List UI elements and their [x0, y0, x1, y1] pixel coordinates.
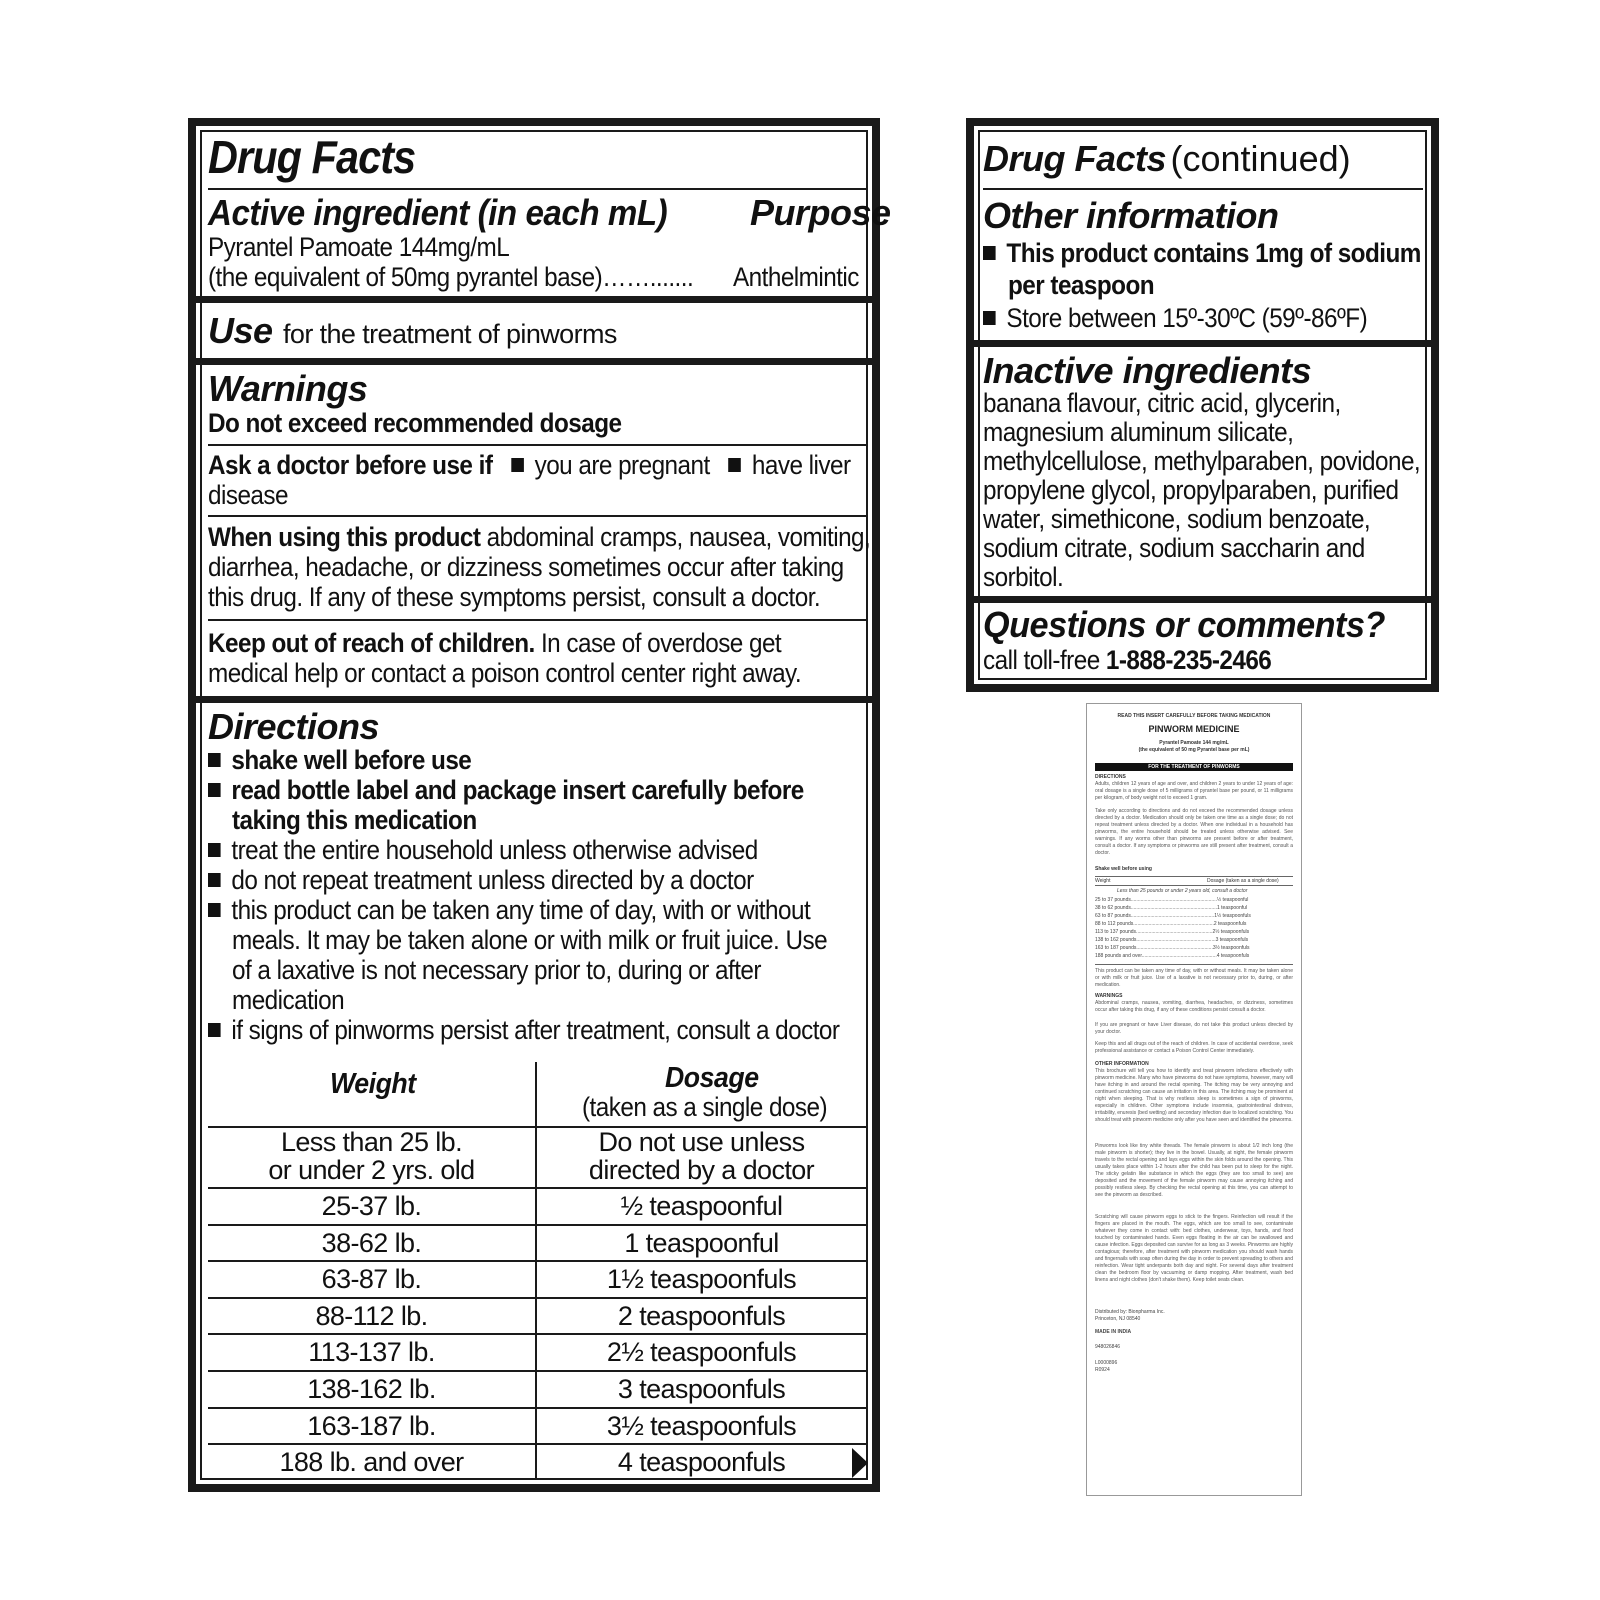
insert-banner: FOR THE TREATMENT OF PINWORMS [1095, 763, 1293, 771]
insert-dosage-row: 113 to 137 pounds.......................................................2½ teaspoonfuls [1095, 929, 1250, 935]
ask-item-liver: have liver [751, 450, 851, 480]
direction-item-5: this product can be taken any time of day, with or without [208, 895, 810, 926]
bullet-square-icon [208, 843, 221, 857]
table-rule [208, 1297, 866, 1299]
insert-directions-heading: DIRECTIONS [1095, 774, 1126, 780]
table-header-dosage-sub: (taken as a single dose) [582, 1092, 828, 1122]
insert-paragraph: Take only according to directions and do not exceed the recommended dosage unless directed by a doctor. Medication should only be taken one time as a single dose; do not repeat treatment unless directed by a doctor. When one individual in a household has pinworms, the entire household should be treated unless otherwise advised. See warnings. If any worms other than pinworms are present before or after treatment, consult a doctor. If any symptoms or pinworms are still present after treatment, consult a doctor. [1095, 808, 1293, 856]
bullet-square-icon [511, 458, 524, 472]
direction-item-5-cont1: meals. It may be taken alone or with milk or fruit juice. Use [232, 925, 828, 955]
use-text: for the treatment of pinworms [283, 319, 617, 349]
insert-dosage-row: 25 to 37 pounds..............................................................½ teaspoonful [1095, 897, 1249, 903]
table-row-dosage: 3 teaspoonfuls [617, 1374, 786, 1404]
table-row-dosage: 3½ teaspoonfuls [606, 1410, 797, 1441]
inactive-ingredients-line: water, simethicone, sodium benzoate, [983, 504, 1371, 534]
directions-heading: Directions [208, 706, 380, 747]
insert-other-heading: OTHER INFORMATION [1095, 1061, 1149, 1067]
insert-paragraph: This product can be taken any time of day, with or without meals. It may be taken alone or with milk or fruit juice. Use of a laxative is not necessary prior to, during, or after medication. [1095, 968, 1293, 988]
table-row-weight: 138-162 lb. [307, 1374, 436, 1404]
table-row-weight: 25-37 lb. [321, 1191, 422, 1221]
direction-item-6: if signs of pinworms persist after treatment, consult a doctor [208, 1015, 839, 1046]
questions-heading: Questions or comments? [983, 604, 1385, 645]
insert-subtitle-1: Pyrantel Pamoate 144 mg/mL [1159, 740, 1229, 746]
bullet-square-icon [729, 458, 742, 472]
inactive-ingredients-line: sodium citrate, sodium saccharin and [983, 533, 1365, 563]
other-info-item-2: Store between 15º-30ºC (59º-86ºF) [983, 303, 1367, 334]
insert-col-weight: Weight [1095, 878, 1111, 884]
other-info-item-1: This product contains 1mg of sodium [983, 238, 1421, 269]
table-row-weight: 113-137 lb. [308, 1337, 435, 1368]
table-rule [208, 1370, 866, 1372]
insert-dosage-row: 138 to 162 pounds.........................................................3 teaspoonfuls [1095, 937, 1249, 943]
inactive-ingredients-line: methylcellulose, methylparaben, povidone, [983, 446, 1421, 476]
insert-top-line: READ THIS INSERT CAREFULLY BEFORE TAKING MEDICATION [1117, 713, 1271, 719]
divider [208, 188, 866, 190]
insert-paragraph: Keep this and all drugs out of the reach of children. In case of accidental overdose, seek professional assistance or contact a Poison Control Center immediately. [1095, 1041, 1293, 1054]
direction-item-5-cont2: of a laxative is not necessary prior to, during or after [232, 955, 761, 985]
insert-col-dosage: Dosage (taken as a single dose) [1207, 878, 1279, 884]
insert-subtitle-2: (the equivalent of 50 mg Pyrantel base per mL) [1138, 747, 1250, 753]
insert-rule [1095, 885, 1293, 886]
table-rule [208, 1407, 866, 1409]
table-rule [208, 1443, 866, 1445]
when-using-text: abdominal cramps, nausea, vomiting, [486, 522, 871, 552]
insert-code: R0924 [1095, 1367, 1110, 1373]
purpose-value: Anthelmintic [733, 262, 859, 292]
insert-warnings-heading: WARNINGS [1095, 993, 1123, 999]
questions-prefix: call toll-free [983, 645, 1100, 675]
direction-item-1: shake well before use [208, 745, 471, 776]
table-row-dosage: ½ teaspoonful [620, 1191, 783, 1221]
direction-item-2-cont: taking this medication [232, 805, 477, 835]
insert-title: PINWORM MEDICINE [1148, 724, 1240, 734]
direction-item-2: read bottle label and package insert carefully before [208, 775, 804, 806]
insert-paragraph: This brochure will tell you how to identify and treat pinworm infections effectively with pinworm medicine. Many who have pinworms do not have symptoms, however, many will have itching in and around the rectal opening. The itching may be very annoying and continued scratching can cause an irritation in this area. The itching may be prominent at night when sleeping. That is why restless sleep is sometimes a sign of pinworms, especially in children. Other symptoms include insomnia, gastrointestinal distress, irritability, enuresis (bed wetting) and secondary infection due to localized scratching. You should treat with pinworm medicine only after you have seen and identified the pinworms. [1095, 1068, 1293, 1123]
insert-dosage-row: 88 to 112 pounds..........................................................2 teaspoonfuls [1095, 921, 1247, 927]
section-divider [196, 696, 872, 703]
package-insert-thumbnail [1086, 703, 1302, 1496]
insert-dosage-row: 63 to 87 pounds............................................................1½ teaspoonfuls [1095, 913, 1251, 919]
section-divider [196, 296, 872, 303]
bullet-square-icon [208, 873, 221, 887]
use-section [208, 310, 617, 352]
insert-paragraph: Abdominal cramps, nausea, vomiting, diarrhea, headaches, or dizziness, sometimes occur after taking this drug, if any of these conditions persist consult a doctor. [1095, 1000, 1293, 1013]
insert-made-in: MADE IN INDIA [1095, 1329, 1132, 1335]
table-rule [208, 1187, 866, 1189]
table-row-dosage: 2 teaspoonfuls [617, 1300, 786, 1331]
table-row-dosage: 1½ teaspoonfuls [606, 1264, 797, 1295]
table-header-weight: Weight [330, 1068, 416, 1100]
insert-rule [1095, 876, 1293, 877]
right-title-suffix: (continued) [1170, 138, 1351, 179]
table-rule [208, 1260, 866, 1262]
insert-code: 948026846 [1095, 1344, 1121, 1350]
bullet-square-icon [983, 246, 996, 260]
keep-out-text: In case of overdose get [540, 628, 782, 658]
ask-doctor-label: Ask a doctor before use if [208, 450, 493, 480]
right-title-main: Drug Facts [983, 138, 1167, 179]
when-using-label: When using this product [208, 522, 481, 552]
divider [208, 444, 866, 446]
other-info-heading: Other information [983, 195, 1279, 236]
inactive-ingredients-line: banana flavour, citric acid, glycerin, [983, 388, 1341, 418]
direction-item-4: do not repeat treatment unless directed by a doctor [208, 865, 754, 896]
insert-code: L0000896 [1095, 1360, 1118, 1366]
table-row-dosage: 4 teaspoonfuls [617, 1447, 786, 1478]
warnings-subheading: Do not exceed recommended dosage [208, 408, 622, 438]
direction-item-5-cont3: medication [232, 985, 345, 1015]
bullet-square-icon [208, 1023, 221, 1037]
insert-distributor: Distributed by: Bionpharma Inc. [1095, 1309, 1165, 1315]
toll-free-phone[interactable]: 1-888-235-2466 [1105, 645, 1272, 675]
keep-out-line2: medical help or contact a poison control center right away. [208, 658, 802, 688]
insert-dosage-row: 163 to 187 pounds.......................................................3½ teaspoonfuls [1095, 945, 1250, 951]
ask-doctor-line2: disease [208, 480, 288, 510]
table-row-first-weight: Less than 25 lb. or under 2 yrs. old [268, 1127, 475, 1185]
insert-distributor-city: Princeton, NJ 08540 [1095, 1316, 1141, 1322]
table-row-dosage: 2½ teaspoonfuls [606, 1337, 797, 1368]
when-using-line1 [208, 522, 870, 553]
right-title [983, 138, 1351, 180]
table-rule [208, 1333, 866, 1335]
inactive-ingredients-line: sorbitol. [983, 562, 1064, 592]
table-row-weight: 88-112 lb. [315, 1300, 428, 1331]
insert-rule [1095, 964, 1293, 965]
divider [983, 188, 1423, 190]
inactive-ingredients-line: propylene glycol, propylparaben, purified [983, 475, 1399, 505]
purpose-heading: Purpose [750, 192, 891, 233]
table-row-weight: 63-87 lb. [321, 1264, 422, 1295]
warnings-heading: Warnings [208, 368, 368, 409]
insert-paragraph: Scratching will cause pinworm eggs to stick to the fingers. Reinfection will result if the fingers are placed in the mouth. The eggs, which are too small to see, contaminate whatever they come in contact with: bed clothes, underwear, toys, hands, and food touched by contaminated hands. Even eggs floating in the air can be swallowed and cause infection. Eggs deposited can survive for as long as 3 weeks. Pinworms are highly contagious; therefore, after treatment with pinworm medication you should wash hands and fingernails with soap often during the day in order to prevent spreading to others and reinfection. Wear tight underpants both day and night. For several days after treatment clean the bedroom floor by vacuuming or damp mopping. After treatment, wash bed linens and night clothes (don't shake them). Keep toilet seats clean. [1095, 1214, 1293, 1283]
when-using-line2: diarrhea, headache, or dizziness sometimes occur after taking [208, 552, 844, 582]
divider [208, 619, 866, 621]
divider [208, 515, 866, 517]
insert-paragraph: Adults, children 12 years of age and over, and children 2 years to under 12 years of age: oral dosage is a single dose of 5 milligrams of pyrantel base per pound, or 11 milligrams per kilogram, of body weight not to exceed 1 gram. [1095, 781, 1293, 801]
inactive-ingredients-line: magnesium aluminum silicate, [983, 417, 1294, 447]
table-row-weight: 188 lb. and over [279, 1447, 464, 1478]
active-ingredient-line1: Pyrantel Pamoate 144mg/mL [208, 232, 510, 262]
other-info-item-1-cont: per teaspoon [1008, 270, 1155, 300]
section-divider [196, 358, 872, 365]
table-row-first-dosage: Do not use unless directed by a doctor [588, 1127, 815, 1185]
keep-out-line1 [208, 628, 781, 659]
table-rule [208, 1224, 866, 1226]
insert-shake: Shake well before using [1095, 866, 1152, 872]
insert-paragraph: If you are pregnant or have Liver disease, do not take this product unless directed by your doctor. [1095, 1022, 1293, 1035]
ask-item-pregnant: you are pregnant [534, 450, 710, 480]
questions-line [983, 645, 1271, 676]
bullet-square-icon [208, 753, 221, 767]
table-row-weight: 163-187 lb. [307, 1410, 436, 1441]
insert-note: Less than 25 pounds or under 2 years old, consult a doctor [1117, 888, 1248, 894]
insert-paragraph: Pinworms look like tiny white threads. The female pinworm is about 1/2 inch long (the male pinworm is shorter); they live in the bowel. Usually, at night, the female pinworm travels to the rectal opening and lays eggs within the skin folds around the opening. This usually takes place within 1-2 hours after the child has been put to sleep for the night. The sticky gelatin like substance in which the eggs (they are too small to see) are deposited and the movement of the female pinworm may cause annoying itching and possibly restless sleep. By checking the rectal opening at this time, you can attempt to see the pinworm as described. [1095, 1143, 1293, 1198]
bullet-square-icon [208, 783, 221, 797]
bullet-square-icon [983, 311, 996, 325]
section-divider [974, 340, 1431, 347]
direction-item-3: treat the entire household unless otherwise advised [208, 835, 758, 866]
table-header-dosage: Dosage [665, 1062, 759, 1094]
continue-arrow-icon [852, 1448, 868, 1478]
inactive-heading: Inactive ingredients [983, 350, 1312, 391]
drug-facts-title: Drug Facts [208, 131, 416, 183]
bullet-square-icon [208, 903, 221, 917]
table-row-dosage: 1 teaspoonful [624, 1227, 779, 1258]
active-ingredient-line2: (the equivalent of 50mg pyrantel base)……....... [208, 262, 694, 292]
insert-dosage-row: 188 pounds and over......................................................4 teaspoonfuls [1095, 953, 1250, 959]
active-ingredient-heading: Active ingredient (in each mL) [208, 192, 668, 233]
when-using-line3: this drug. If any of these symptoms persist, consult a doctor. [208, 582, 821, 612]
ask-doctor-line1 [208, 450, 851, 481]
use-heading: Use [208, 310, 273, 351]
insert-dosage-row: 38 to 62 pounds..............................................................1 teaspoonful [1095, 905, 1248, 911]
section-divider [974, 596, 1431, 603]
table-row-weight: 38-62 lb. [321, 1227, 422, 1258]
keep-out-label: Keep out of reach of children. [208, 628, 535, 658]
